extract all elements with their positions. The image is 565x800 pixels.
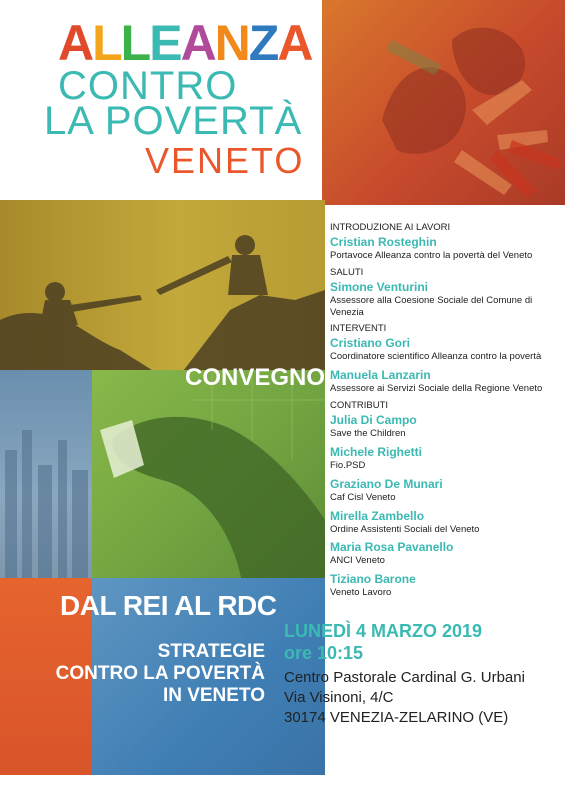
speaker-role: ANCI Veneto bbox=[330, 555, 385, 567]
hands-illustration bbox=[322, 0, 565, 205]
speaker-role: Fio.PSD bbox=[330, 459, 366, 471]
speaker-name: Mirella Zambello bbox=[330, 508, 425, 523]
speaker-role: Assessore ai Servizi Sociale della Regione Veneto bbox=[330, 383, 543, 395]
title-contro: CONTRO bbox=[58, 64, 238, 108]
venue-name: Centro Pastorale Cardinal G. Urbani bbox=[284, 669, 525, 686]
venue-street: Via Visinoni, 4/C bbox=[284, 689, 394, 706]
program-entry bbox=[330, 540, 562, 567]
city-silhouette bbox=[0, 370, 95, 580]
event-date bbox=[284, 620, 482, 664]
climbing-photo bbox=[0, 200, 325, 375]
title-poverta: LA POVERTÀ bbox=[44, 99, 303, 143]
speaker-role: Caf Cisl Veneto bbox=[330, 491, 396, 503]
speaker-role: Coordinatore scientifico Alleanza contro la povertà bbox=[330, 351, 542, 363]
headline: DAL REI AL RDC bbox=[60, 590, 277, 621]
event-day: LUNEDÌ 4 MARZO 2019 bbox=[284, 621, 483, 641]
bottom-margin bbox=[0, 775, 330, 800]
program-entry bbox=[330, 413, 562, 440]
cup-hand-illustration bbox=[92, 370, 325, 582]
title-letter: Z bbox=[248, 15, 278, 71]
program-section-heading: SALUTI bbox=[330, 266, 364, 278]
speaker-role: Ordine Assistenti Sociali del Veneto bbox=[330, 523, 480, 535]
title-letter: A bbox=[180, 15, 215, 71]
program-entry bbox=[330, 235, 562, 262]
program-entry bbox=[330, 477, 562, 504]
title-letter: N bbox=[214, 15, 249, 71]
title-letter: E bbox=[149, 15, 181, 71]
title-alleanza bbox=[58, 15, 312, 71]
speaker-name: Simone Venturini bbox=[330, 279, 429, 294]
hands-photo bbox=[322, 0, 565, 205]
speaker-name: Tiziano Barone bbox=[330, 572, 416, 587]
climbing-silhouette bbox=[0, 200, 325, 375]
cup-hand-photo bbox=[92, 370, 325, 582]
program-section-heading: INTERVENTI bbox=[330, 323, 387, 335]
city-photo bbox=[0, 370, 95, 580]
program-section-heading: CONTRIBUTI bbox=[330, 400, 389, 411]
speaker-name: Cristian Rosteghin bbox=[330, 234, 437, 249]
title-letter: A bbox=[58, 15, 93, 71]
title-letter: A bbox=[277, 15, 312, 71]
title-letter: L bbox=[92, 15, 121, 71]
event-venue bbox=[284, 668, 525, 728]
program-entry bbox=[330, 445, 562, 472]
title-veneto: VENETO bbox=[145, 140, 305, 181]
speaker-name: Julia Di Campo bbox=[330, 412, 417, 427]
speaker-role: Veneto Lavoro bbox=[330, 587, 392, 599]
program-section-heading: INTRODUZIONE AI LAVORI bbox=[330, 222, 451, 233]
subtitle bbox=[56, 641, 265, 707]
program-entry bbox=[330, 509, 562, 536]
program-entry bbox=[330, 280, 562, 319]
speaker-name: Graziano De Munari bbox=[330, 476, 443, 491]
speaker-role: Assessore alla Coesione Sociale del Comune di Venezia bbox=[330, 294, 533, 318]
speaker-name: Manuela Lanzarin bbox=[330, 368, 431, 383]
program-entry bbox=[330, 572, 562, 599]
title-letter: L bbox=[120, 15, 150, 71]
program-entry bbox=[330, 336, 562, 363]
subtitle-line-1: STRATEGIE bbox=[157, 641, 265, 662]
speaker-role: Portavoce Alleanza contro la povertà del Veneto bbox=[330, 249, 533, 261]
program-entry bbox=[330, 368, 562, 395]
event-type-label: CONVEGNO bbox=[184, 364, 325, 391]
venue-city: 30174 VENEZIA-ZELARINO (VE) bbox=[284, 709, 509, 726]
event-time: ore 10:15 bbox=[284, 643, 364, 663]
speaker-name: Michele Righetti bbox=[330, 444, 423, 459]
speaker-name: Cristiano Gori bbox=[330, 336, 411, 351]
subtitle-line-2: CONTRO LA POVERTÀ bbox=[55, 663, 265, 684]
subtitle-line-3: IN VENETO bbox=[162, 685, 265, 706]
speaker-name: Maria Rosa Pavanello bbox=[330, 540, 454, 555]
program bbox=[330, 222, 562, 604]
speaker-role: Save the Children bbox=[330, 427, 406, 439]
